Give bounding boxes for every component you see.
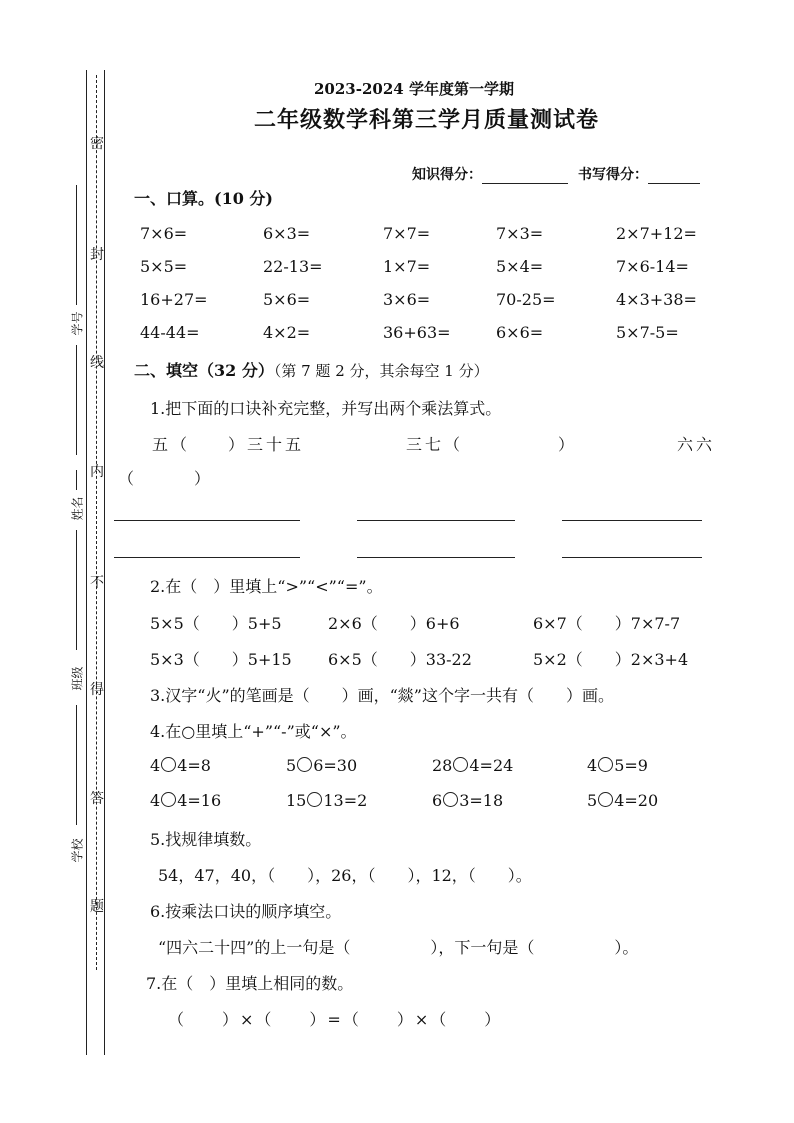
oral-calc-item: 5×5= <box>140 257 188 276</box>
seal-char: 答 <box>90 791 104 807</box>
oral-calc-item: 70-25= <box>496 290 556 309</box>
year-line: 2023-2024 学年度第一学期 <box>314 80 514 98</box>
name-blank-lower[interactable] <box>76 530 77 650</box>
school-label: 学校 <box>70 838 85 863</box>
q1-answer-line[interactable] <box>114 520 300 521</box>
seal-char: 题 <box>90 899 104 915</box>
oral-calc-item: 2×7+12= <box>616 224 697 243</box>
oral-calc-item: 6×3= <box>263 224 311 243</box>
oral-calc-item: 5×6= <box>263 290 311 309</box>
class-blank[interactable] <box>76 705 77 825</box>
margin-dashed-line <box>96 75 97 970</box>
compare-item[interactable]: 5×3（ ）5+15 <box>150 650 292 669</box>
margin-inner-line <box>104 70 105 1055</box>
q5-text: 5.找规律填数。 <box>150 830 262 849</box>
operator-circle-icon[interactable] <box>443 792 458 807</box>
q1-answer-line[interactable] <box>114 557 300 558</box>
class-label: 班级 <box>70 666 85 691</box>
oral-calc-item: 4×3+38= <box>616 290 697 309</box>
section2-heading <box>134 358 489 381</box>
operator-circle-icon[interactable] <box>307 792 322 807</box>
q1-rhyme-b[interactable]: 三七（ ） <box>406 435 578 454</box>
oral-calc-item: 5×4= <box>496 257 544 276</box>
score-line <box>412 164 700 184</box>
operator-item: 15 13=2 <box>286 791 368 810</box>
oral-calc-item: 7×3= <box>496 224 544 243</box>
q6-detail[interactable]: “四六二十四”的上一句是（ ），下一句是（ ）。 <box>158 938 639 957</box>
operator-circle-icon[interactable] <box>161 757 176 772</box>
q6-text: 6.按乘法口诀的顺序填空。 <box>150 902 342 921</box>
compare-item[interactable]: 6×7（ ）7×7-7 <box>533 614 681 633</box>
q1-answer-line[interactable] <box>562 557 702 558</box>
oral-calc-item: 7×6= <box>140 224 188 243</box>
name-label: 姓名 <box>70 496 85 521</box>
oral-calc-item: 7×6-14= <box>616 257 689 276</box>
q3-text[interactable]: 3.汉字“火”的笔画是（ ）画，“燚”这个字一共有（ ）画。 <box>150 686 614 705</box>
compare-item[interactable]: 5×2（ ）2×3+4 <box>533 650 689 669</box>
q5-sequence[interactable]: 54，47，40，（ ），26，（ ），12，（ ）。 <box>158 866 532 885</box>
knowledge-score-blank[interactable] <box>482 169 568 184</box>
seal-char: 封 <box>90 247 104 263</box>
operator-item: 5 4=20 <box>587 791 659 810</box>
student-id-label: 学号 <box>70 311 85 336</box>
q7-text: 7.在（ ）里填上相同的数。 <box>146 974 354 993</box>
operator-item: 4 4=8 <box>150 756 211 775</box>
q1-rhyme-c[interactable]: 六六 <box>677 435 716 454</box>
compare-item[interactable]: 6×5（ ）33-22 <box>328 650 472 669</box>
oral-calc-item: 36+63= <box>383 323 451 342</box>
seal-char: 得 <box>90 682 104 698</box>
q1-rhyme-a[interactable]: 五（ ）三十五 <box>152 435 305 454</box>
student-id-blank[interactable] <box>76 185 77 305</box>
seal-char: 密 <box>90 136 104 152</box>
q1-text: 1.把下面的口诀补充完整，并写出两个乘法算式。 <box>150 399 502 418</box>
operator-circle-icon[interactable] <box>598 792 613 807</box>
operator-item: 4 5=9 <box>587 756 648 775</box>
oral-calc-item: 4×2= <box>263 323 311 342</box>
seal-char: 内 <box>90 464 104 480</box>
compare-item[interactable]: 2×6（ ）6+6 <box>328 614 460 633</box>
q1-answer-line[interactable] <box>357 520 515 521</box>
margin-outer-line <box>86 70 87 1055</box>
q7-expression[interactable]: （ ）×（ ）=（ ）×（ ） <box>168 1010 503 1029</box>
q1-answer-line[interactable] <box>357 557 515 558</box>
operator-item: 6 3=18 <box>432 791 504 810</box>
oral-calc-item: 44-44= <box>140 323 200 342</box>
oral-calc-item: 3×6= <box>383 290 431 309</box>
operator-item: 28 4=24 <box>432 756 514 775</box>
operator-item: 5 6=30 <box>286 756 358 775</box>
page-title: 二年级数学科第三学月质量测试卷 <box>254 107 600 133</box>
section2-note: （第 7 题 2 分，其余每空 1 分） <box>273 362 489 380</box>
oral-calc-item: 6×6= <box>496 323 544 342</box>
operator-circle-icon[interactable] <box>161 792 176 807</box>
student-id-blank-lower[interactable] <box>76 345 77 455</box>
q2-text: 2.在（ ）里填上“>”“<”“=”。 <box>150 577 383 596</box>
compare-item[interactable]: 5×5（ ）5+5 <box>150 614 282 633</box>
writing-score-label: 书写得分： <box>578 167 648 183</box>
knowledge-score-label: 知识得分： <box>412 167 482 183</box>
q4-text: 4.在○里填上“+”“-”或“×”。 <box>150 722 357 741</box>
seal-char: 不 <box>90 575 104 591</box>
seal-char: 线 <box>90 355 104 371</box>
oral-calc-item: 1×7= <box>383 257 431 276</box>
section2-title: 二、填空（32 分） <box>134 361 274 380</box>
oral-calc-item: 5×7-5= <box>616 323 679 342</box>
operator-circle-icon[interactable] <box>453 757 468 772</box>
operator-circle-icon[interactable] <box>598 757 613 772</box>
operator-item: 4 4=16 <box>150 791 222 810</box>
name-blank[interactable] <box>76 470 77 490</box>
q1-answer-line[interactable] <box>562 520 702 521</box>
section1-heading: 一、口算。(10 分) <box>134 189 273 208</box>
oral-calc-item: 7×7= <box>383 224 431 243</box>
oral-calc-item: 16+27= <box>140 290 208 309</box>
writing-score-blank[interactable] <box>648 169 700 184</box>
q1-rhyme-c-blank[interactable]: （ ） <box>118 469 214 488</box>
oral-calc-item: 22-13= <box>263 257 323 276</box>
operator-circle-icon[interactable] <box>297 757 312 772</box>
